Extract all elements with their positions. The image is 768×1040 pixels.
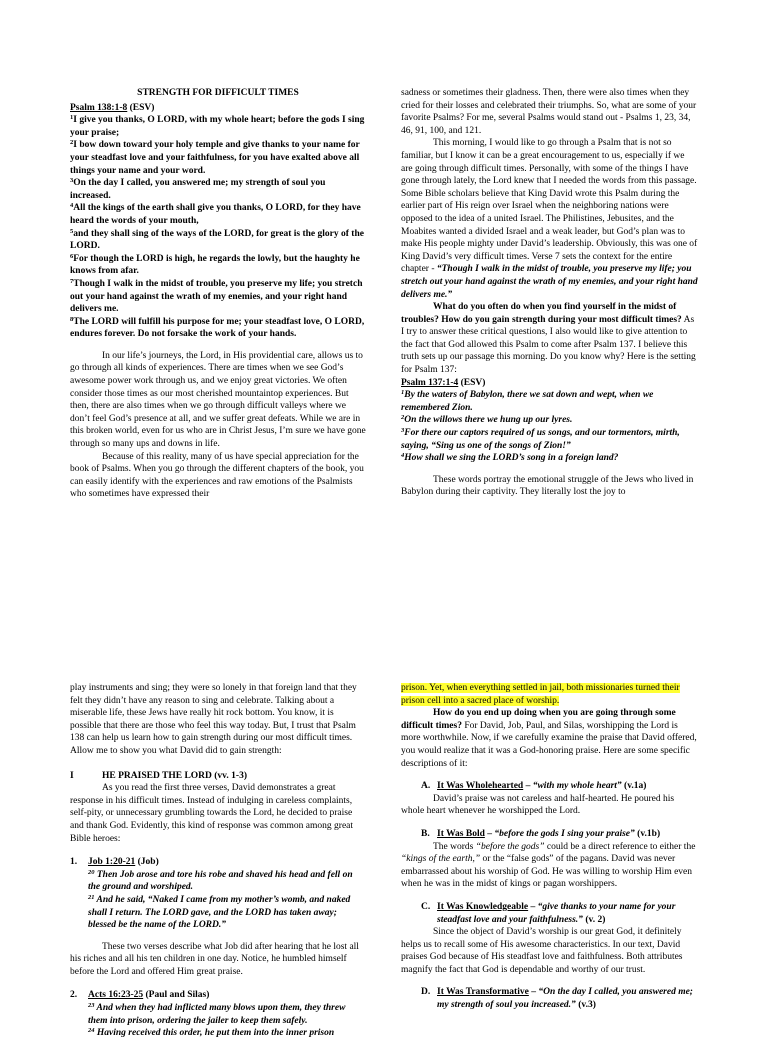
paragraph: Because of this reality, many of us have special appreciation for the book of Psalms. When you go through the different chapters of the book, you can easily identify with the experiences and raw emotions of the Psalmists who sometimes have expressed their (70, 451, 364, 500)
paragraph: play instruments and sing; they were so lonely in that foreign land that they felt they didn’t have any reason to sing and celebrate. Talking about a miserable life, these Jews have really hit rock bottom. You know, it is possible that there are those who feel this way today. But, I trust that Psalm 138 can help us learn how to gain strength during our most difficult times. Allow me to show you what David did to gain strength: (70, 683, 357, 756)
verse-1: $^1$I give you thanks, O LORD, with my whole heart; before the gods I sing your praise; (70, 114, 365, 138)
verse-2: $^2$I bow down toward your holy temple and give thanks to your name for your steadfast love and your faithfulness, for you have exalted above all things your name and your word. (70, 139, 360, 176)
psalm138-ref-link[interactable]: Psalm 138:1-8 (70, 102, 128, 113)
paragraph: This morning, I would like to go through a Psalm that is not so familiar, but I know it can be a great encouragement to us, especially if we are going through difficult times. Personally, with some of the things I have gone through lately, the Lord knew that I needed the words from this passage. Some Bible scholars believe that King David wrote this Psalm during the earlier part of His reign over Israel when the neighboring nations were opposed to the idea of a united Israel. The Philistines, Jebusites, and the Moabites wanted a divided Israel and a weak leader, but God’s plan was to make His people mighty under David’s leadership. Obviously, this was one of King David’s very difficult times. Verse 7 sets the context for the entire chapter - “Though I walk in the midst of trouble, you preserve my life; you stretch out your hand against the wrath of my enemies, and your right hand delivers me.” (401, 138, 698, 300)
psalm137-verses (401, 389, 698, 465)
highlighted-text: prison. Yet, when everything settled in jail, both missionaries turned their prison cell into a sacred place of worship. (401, 683, 680, 706)
verse-1: $^1$By the waters of Babylon, there we sat down and wept, when we remembered Zion. (401, 389, 654, 413)
psalm138-version: (ESV) (129, 102, 155, 113)
acts-verses: $^{23}$ And when they had inflicted many blows upon them, they threw them into prison, ordering the jailer to keep them safely. $^{24}$ Having received this order, he put them into the inner prison (88, 1002, 346, 1039)
psalm137-heading: Psalm 137:1-4 (ESV) (401, 377, 486, 388)
point-b: B. It Was Bold – “before the gods I sing your praise” (v.1b) (421, 828, 661, 839)
column-left-top (70, 87, 366, 501)
column-right-top (401, 87, 698, 499)
point-a: A. It Was Wholehearted – “with my whole heart” (v.1a) (421, 781, 647, 792)
job-ref-link[interactable]: Job 1:20-21 (88, 857, 136, 868)
verse-4: $^4$How shall we sing the LORD’s song in a foreign land? (401, 452, 619, 464)
verse-5: $^5$and they shall sing of the ways of the LORD, for great is the glory of the LORD. (70, 227, 364, 252)
column-right-bottom (401, 682, 698, 1012)
paragraph: The words “before the gods” could be a direct reference to either the “kings of the earth,” or the “false gods” of the pagans. David was never embarrassed about his worship of God. He was willing to worship Him even when he was in the midst of kings or pagan worshippers. (401, 841, 696, 890)
verse-3: $^3$For there our captors required of us songs, and our tormentors, mirth, saying, “Sing us one of the songs of Zion!” (401, 427, 680, 451)
paragraph: As you read the first three verses, David demonstrates a great response in his difficult times. Instead of indulging in careless complaints, self-pity, or unnecessary grumbling towards the Lord, he decided to praise and thank God. Evidently, this kind of response was common among great Bible heroes: (70, 783, 354, 844)
job-verses: $^{20}$ Then Job arose and tore his robe and shaved his head and fell on the ground and worshiped. $^{21}$ And he said, “Naked I came from my mother’s womb, and naked shall I return. The LORD gave, and the LORD has taken away; blessed be the name of the LORD.” (88, 868, 353, 931)
paragraph: sadness or sometimes their gladness. Then, there were also times when they cried for their losses and celebrated their triumphs. So, what are some of your favorite Psalms? For me, several Psalms would stand out - Psalms 1, 23, 34, 46, 91, 100, and 121. (401, 88, 697, 136)
paragraph: How do you end up doing when you are going through some difficult times? For David, Job, Paul, and Silas, worshipping the Lord is more worthwhile. Now, if we carefully examine the praise that David offered, you would realize that it was a God-honoring praise. Here are some specific descriptions of it: (401, 708, 697, 769)
paragraph: Since the object of David’s worship is our great God, it definitely helps us to recall some of His awesome characteristics. In our text, David praises God because of His steadfast love and faithfulness. Both attributes magnify the fact that God is dependable and worthy of our trust. (401, 927, 683, 975)
verse-3: $^3$On the day I called, you answered me; my strength of soul you increased. (70, 177, 326, 201)
paragraph: These two verses describe what Job did after hearing that he lost all his riches and all his ten children in one day. Notice, he humbled himself before the Lord and offered Him great praise. (70, 941, 359, 977)
page-title: STRENGTH FOR DIFFICULT TIMES (137, 88, 299, 98)
psalm138-heading (70, 102, 366, 115)
list-item: 2. Acts 16:23-25 (Paul and Silas) (70, 990, 210, 1001)
point-d: D. It Was Transformative – “On the day I called, you answered me; my strength of soul you increased.” (v.3) (421, 987, 693, 1011)
key-verse-quote: “Though I walk in the midst of trouble, you preserve my life; you stretch out your hand against the wrath of my enemies, and your right hand delivers me.” (401, 264, 698, 300)
key-question: What do you often do when you find yourself in the midst of troubles? How do you gain strength during your most difficult times? (401, 302, 682, 325)
verse-4: $^4$All the kings of the earth shall give you thanks, O LORD, for they have heard the words of your mouth, (70, 202, 361, 226)
paragraph: David’s praise was not careless and half-hearted. He poured his whole heart whenever he worshipped the Lord. (401, 793, 675, 817)
paragraph: These words portray the emotional struggle of the Jews who lived in Babylon during their captivity. They literally lost the joy to (401, 474, 694, 498)
acts-ref-link[interactable]: Acts 16:23-25 (88, 990, 144, 1001)
point-c: C. It Was Knowledgeable – “give thanks to your name for your steadfast love and your faithfulness.” (v. 2) (421, 901, 676, 925)
section-heading: I HE PRAISED THE LORD (vv. 1-3) (70, 770, 247, 781)
column-left-bottom (70, 682, 366, 1040)
verse-8: $^8$The LORD will fulfill his purpose for me; your steadfast love, O LORD, endures forever. Do not forsake the work of your hands. (70, 315, 365, 340)
psalm137-ref-link[interactable]: Psalm 137:1-4 (401, 377, 459, 388)
paragraph: What do you often do when you find yourself in the midst of troubles? How do you gain strength during your most difficult times? As I try to answer these critical questions, I also would like to give attention to the fact that God allowed this Psalm to come after Psalm 137. I believe this truth sets up our passage this morning. Do you know why? Here is the setting for Psalm 137: (401, 302, 696, 376)
paragraph: In our life’s journeys, the Lord, in His providential care, allows us to go through all kinds of experiences. There are times when we see God’s awesome power work through us, and we enjoy great victories. We often consider those times as our most cherished mountaintop experiences. But then, there are also times when we go through difficult valleys where we don’t feel God’s presence at all, and we suffer great defeats. While we are in this broken world, even for us who are in Christ Jesus, I’m sure we have gone through so many ups and downs in life. (70, 350, 366, 450)
psalm138-verses (70, 114, 366, 341)
verse-7: $^7$Though I walk in the midst of trouble, you preserve my life; you stretch out your hand against the wrath of my enemies, and your right hand delivers me. (70, 277, 363, 315)
verse-6: $^6$For though the LORD is high, he regards the lowly, but the haughty he knows from afar. (70, 252, 360, 277)
verse-2: $^2$On the willows there we hung up our lyres. (401, 414, 573, 426)
list-item: 1. Job 1:20-21 (Job) (70, 857, 159, 868)
